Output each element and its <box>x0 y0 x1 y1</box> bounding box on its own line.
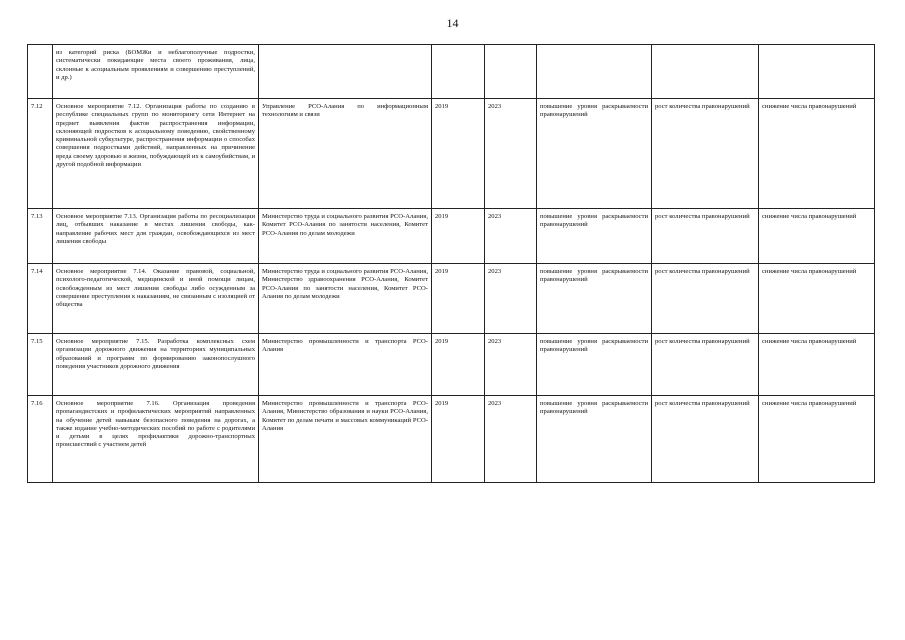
end-year-cell: 2023 <box>485 264 537 334</box>
event-cell: Основное мероприятие 7.16. Организация проведения пропагандистских и профилактических мероприятий направленных на обучение детей навыкам безопасного поведения на дорогах, а также издание учебно-методических пособий по работе с родителями и детьми в целях профилактики дорожно-транспортных происшествий с участием детей <box>53 396 259 483</box>
result-cell <box>652 45 759 99</box>
table-row <box>28 209 875 264</box>
measures-table <box>27 44 875 483</box>
result-cell: рост количества правонарушений <box>652 334 759 396</box>
result-cell: рост количества правонарушений <box>652 396 759 483</box>
result-cell: повышение уровня раскрываемости правонарушений <box>537 209 652 264</box>
end-year-cell: 2023 <box>485 396 537 483</box>
executor-cell: Министерство труда и социального развития РСО-Алания, Министерство здравоохранения РСО-Алания, Комитет РСО-Алания по занятости населения, Комитет РСО-Алания по делам молодежи <box>259 264 432 334</box>
result-cell: повышение уровня раскрываемости правонарушений <box>537 99 652 209</box>
executor-cell: Управление РСО-Алания по информационным технологиям и связи <box>259 99 432 209</box>
result-cell: снижение числа правонарушений <box>759 396 875 483</box>
result-cell: рост количества правонарушений <box>652 99 759 209</box>
event-cell: Основное мероприятие 7.14. Оказание правовой, социальной, психолого-педагогической, медицинской и иной помощи лицам, освобожденным из мест лишения свободы либо осужденным за совершение преступления к наказаниям, не связанным с изоляцией от общества <box>53 264 259 334</box>
event-cell: Основное мероприятие 7.12. Организация работы по созданию в республике специальных групп по мониторингу сети Интернет на предмет выявления фактов распространения информации, склоняющей подростков к асоциальному поведению, свойственному криминальной субкультуре, распространения информации о способах совершения подростками действий, направленных на причинение вреда своему здоровью и жизни, побуждающей их к самоубийствам, и другой подобной информации <box>53 99 259 209</box>
row-number: 7.16 <box>28 396 53 483</box>
table-row <box>28 99 875 209</box>
start-year-cell: 2019 <box>432 209 485 264</box>
table-row <box>28 396 875 483</box>
result-cell: снижение числа правонарушений <box>759 209 875 264</box>
end-year-cell: 2023 <box>485 334 537 396</box>
result-cell <box>759 45 875 99</box>
result-cell: повышение уровня раскрываемости правонарушений <box>537 396 652 483</box>
start-year-cell: 2019 <box>432 264 485 334</box>
event-cell: Основное мероприятие 7.13. Организация работы по ресоциализации лиц, отбывших наказание в местах лишения свободы, как-направление рабочих мест для граждан, освобождающихся из мест лишения свободы <box>53 209 259 264</box>
page-number: 14 <box>446 16 459 30</box>
row-number: 7.14 <box>28 264 53 334</box>
result-cell: снижение числа правонарушений <box>759 264 875 334</box>
result-cell <box>537 45 652 99</box>
executor-cell: Министерство труда и социального развития РСО-Алания, Комитет РСО-Алания по занятости населения, Комитет РСО-Алания по делам молодежи <box>259 209 432 264</box>
row-number: 7.13 <box>28 209 53 264</box>
start-year-cell: 2019 <box>432 334 485 396</box>
executor-cell: Министерство промышленности и транспорта РСО-Алания <box>259 334 432 396</box>
result-cell: повышение уровня раскрываемости правонарушений <box>537 334 652 396</box>
end-year-cell: 2023 <box>485 99 537 209</box>
result-cell: рост количества правонарушений <box>652 209 759 264</box>
start-year-cell: 2019 <box>432 396 485 483</box>
table-row <box>28 334 875 396</box>
end-year-cell <box>485 45 537 99</box>
result-cell: рост количества правонарушений <box>652 264 759 334</box>
result-cell: снижение числа правонарушений <box>759 99 875 209</box>
event-cell: Основное мероприятие 7.15. Разработка комплексных схем организации дорожного движения на территориях муниципальных образований и программ по формированию законопослушного поведения участников дорожного движения <box>53 334 259 396</box>
row-number <box>28 45 53 99</box>
executor-cell <box>259 45 432 99</box>
event-cell: из категорий риска (БОМЖи и неблагополучные подростки, систематически покидающие места своего проживания, лица, склонные к асоциальным проявлениям и совершению преступлений, и др.) <box>53 45 259 99</box>
end-year-cell: 2023 <box>485 209 537 264</box>
result-cell: повышение уровня раскрываемости правонарушений <box>537 264 652 334</box>
row-number: 7.12 <box>28 99 53 209</box>
result-cell: снижение числа правонарушений <box>759 334 875 396</box>
start-year-cell <box>432 45 485 99</box>
table-row <box>28 45 875 99</box>
executor-cell: Министерство промышленности и транспорта РСО-Алания, Министерство образования и науки РСО-Алания, Комитет по делам печати и массовых коммуникаций РСО-Алания <box>259 396 432 483</box>
row-number: 7.15 <box>28 334 53 396</box>
start-year-cell: 2019 <box>432 99 485 209</box>
table-row <box>28 264 875 334</box>
